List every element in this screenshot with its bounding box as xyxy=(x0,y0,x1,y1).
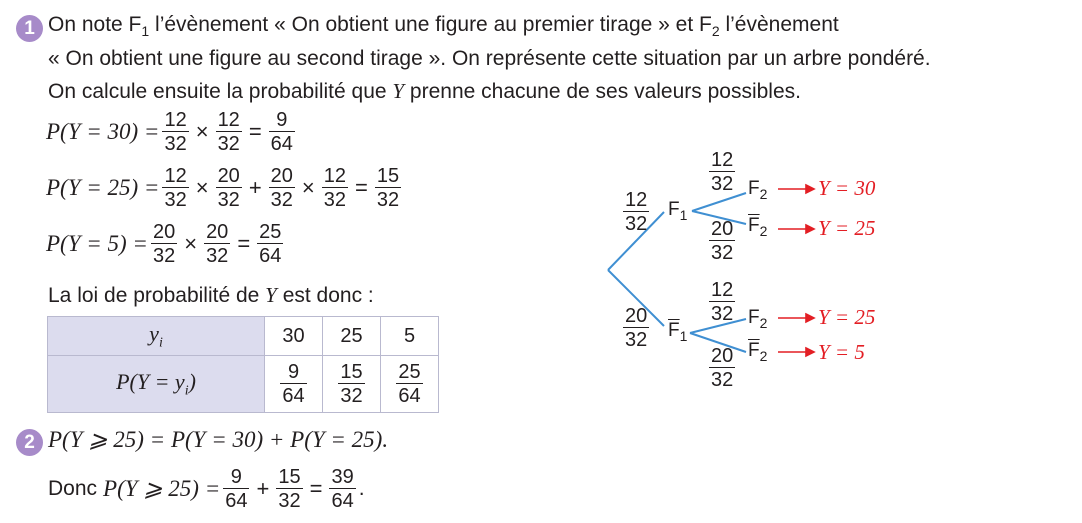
law-intro: La loi de probabilité de Y est donc : xyxy=(48,283,374,307)
node-f1-bar: $\overline{F}_1$ xyxy=(668,320,688,344)
result-y-5: Y = 5 xyxy=(818,340,865,364)
weight-lower-f2bar: $\frac{20}{32}$ xyxy=(711,345,734,391)
value-cell: 25 xyxy=(323,317,381,356)
weight-upper-f2: $\frac{12}{32}$ xyxy=(711,149,734,195)
intro-line-2: « On obtient une figure au second tirage ». On représente cette situation par un arbre pondéré. xyxy=(48,47,931,70)
result-arrow-head xyxy=(806,225,814,233)
value-cell: 5 xyxy=(381,317,439,356)
header-p-y-yi: $P(Y = y_i)$ xyxy=(48,356,265,413)
weight-root-top: $\frac{12}{32}$ xyxy=(625,189,648,235)
leaf-lower-f2bar: $\overline{F}_2$ xyxy=(748,340,768,364)
equation-p-y-5: P(Y = 5) = $\frac{20}{32}$ × $\frac{20}{32}$ = $\frac{25}{64}$ xyxy=(46,221,282,267)
part2-line-1: P(Y ⩾ 25) = P(Y = 30) + P(Y = 25). xyxy=(48,427,389,452)
node-f1: $F_1$ xyxy=(668,199,688,223)
weight-root-bottom: $\frac{20}{32}$ xyxy=(625,305,648,351)
result-arrow-head xyxy=(806,185,814,193)
equation-p-y-25: P(Y = 25) = $\frac{12}{32}$ × $\frac{20}{32}$ + $\frac{20}{32}$ × $\frac{12}{32}$ = $\frac{15}{32}$ xyxy=(46,165,400,211)
value-cell: 30 xyxy=(265,317,323,356)
result-arrow-head xyxy=(806,348,814,356)
intro-line-3: On calcule ensuite la probabilité que Y prenne chacune de ses valeurs possibles. xyxy=(48,79,801,103)
equation-p-y-30: P(Y = 30) = $\frac{12}{32}$ × $\frac{12}{32}$ = $\frac{9}{64}$ xyxy=(46,109,293,155)
result-y-30: Y = 30 xyxy=(818,176,876,200)
weight-lower-f2: $\frac{12}{32}$ xyxy=(711,279,734,325)
intro-line-1: On note $F_1$ l’évènement « On obtient une figure au premier tirage » et $F_2$ l’évènement xyxy=(48,13,839,40)
weight-upper-f2bar: $\frac{20}{32}$ xyxy=(711,218,734,264)
leaf-lower-f2: $F_2$ xyxy=(748,307,768,331)
prob-cell: $\frac{25}{64}$ xyxy=(381,356,439,413)
result-arrow-head xyxy=(806,314,814,322)
header-yi: $y_i$ xyxy=(48,317,265,356)
leaf-upper-f2bar: $\overline{F}_2$ xyxy=(748,215,768,239)
step-2-badge: 2 xyxy=(16,429,43,456)
part2-line-2: Donc P(Y ⩾ 25) = $\frac{9}{64}$ + $\frac{15}{32}$ = $\frac{39}{64}$ . xyxy=(48,466,365,512)
prob-cell: $\frac{15}{32}$ xyxy=(323,356,381,413)
result-y-25: Y = 25 xyxy=(818,305,876,329)
prob-cell: $\frac{9}{64}$ xyxy=(265,356,323,413)
leaf-upper-f2: $F_2$ xyxy=(748,178,768,202)
result-y-25: Y = 25 xyxy=(818,216,876,240)
step-1-badge: 1 xyxy=(16,15,43,42)
branch-upper-f2 xyxy=(692,193,746,211)
